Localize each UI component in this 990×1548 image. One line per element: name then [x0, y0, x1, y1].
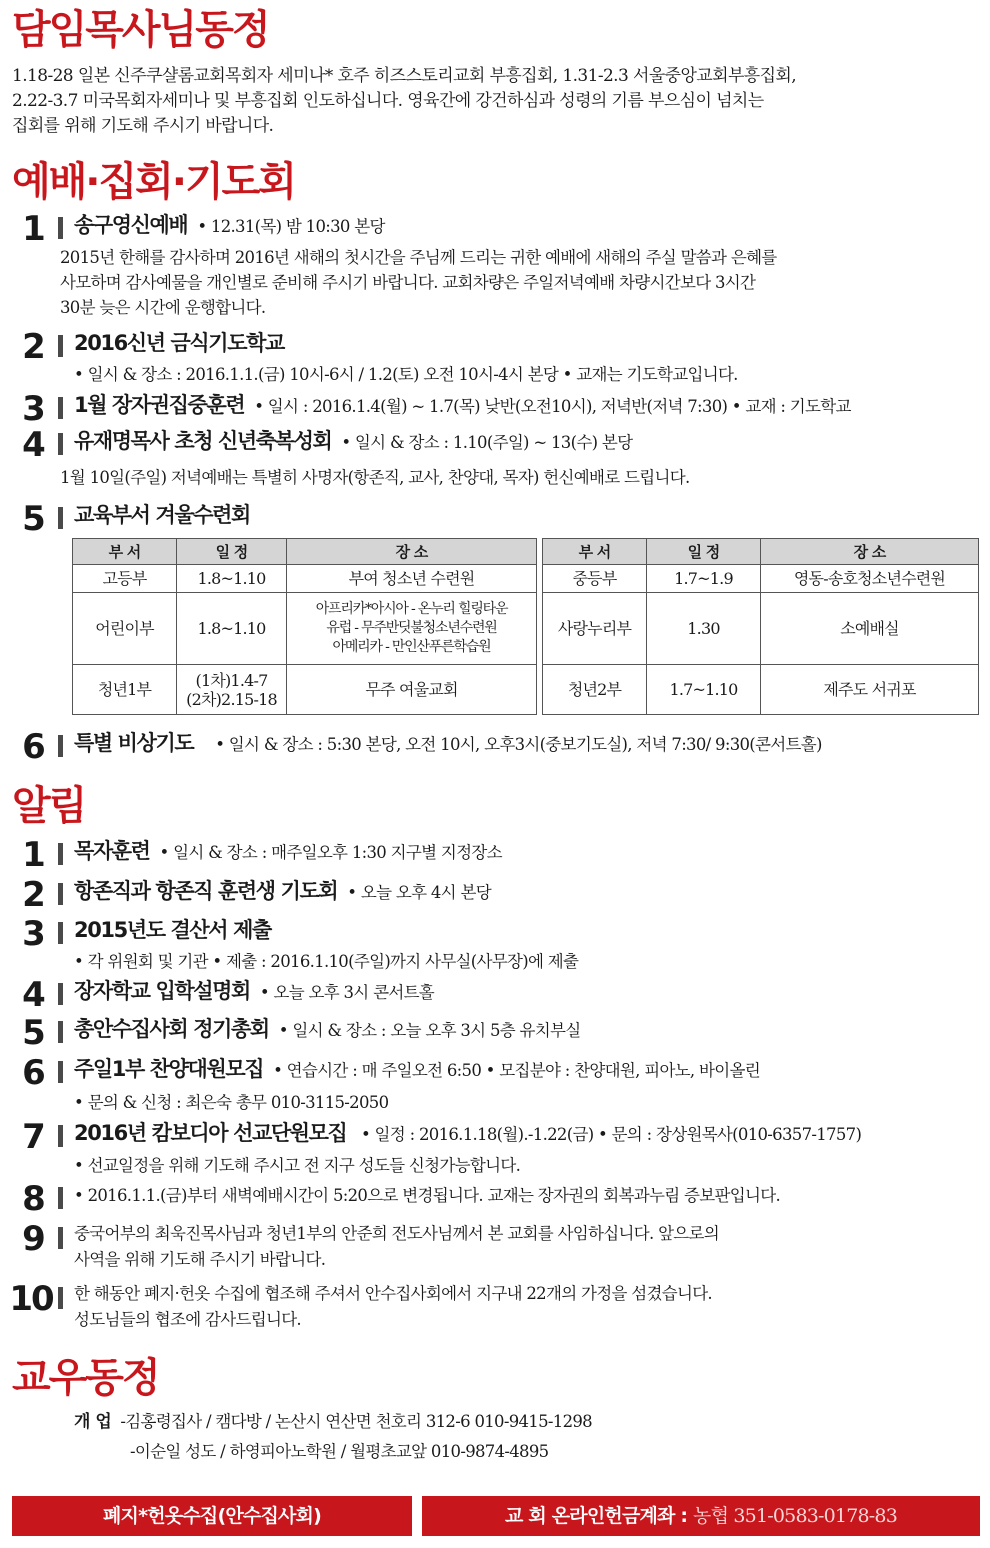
cell-place: 소예배실: [761, 593, 979, 665]
item-title: 목자훈련: [74, 839, 150, 863]
item-heading: [74, 211, 385, 241]
item-number: 7: [22, 1117, 44, 1157]
item-title: 교육부서 겨울수련회: [74, 503, 250, 527]
item-number: 9: [22, 1219, 44, 1259]
item-detail: • 일시 & 장소 : 5:30 본당, 오전 10시, 오후3시(중보기도실), 저녁 7:30/ 9:30(콘서트홀): [215, 735, 822, 754]
item-heading: [74, 916, 271, 946]
place-line: 유럽 - 무주반딧불청소년수련원: [326, 620, 497, 636]
cell-dept: 어린이부: [73, 593, 177, 665]
item-bar: [58, 1061, 63, 1083]
item-number: 1: [22, 209, 44, 249]
cell-dept: 사랑누리부: [543, 593, 647, 665]
cell-dept: 청년1부: [73, 665, 177, 715]
header-dept: 부 서: [73, 539, 177, 565]
item-heading: [74, 877, 491, 907]
item-number: 8: [22, 1179, 44, 1219]
date-line: (2차)2.15-18: [186, 689, 277, 709]
cell-date: 1.8~1.10: [177, 593, 287, 665]
item-number: 1: [22, 835, 44, 875]
members-label: 개 업: [74, 1412, 112, 1432]
cell-place: 부여 청소년 수련원: [287, 565, 537, 593]
pastor-line-2: 2.22-3.7 미국목회자세미나 및 부흥집회 인도하십니다. 영육간에 강건하심과 성령의 기름 부으심이 넘치는: [12, 91, 764, 111]
item-heading: [74, 1055, 760, 1085]
item-heading: [74, 837, 502, 867]
members-line: -이순일 성도 / 하영피아노학원 / 월평초교앞 010-9874-4895: [130, 1442, 549, 1461]
item-title: 2016신년 금식기도학교: [74, 331, 284, 355]
item-heading: [74, 329, 284, 359]
notice-section-title: 알림: [12, 783, 86, 829]
item-detail: • 일시 & 장소 : 오늘 오후 3시 5층 유치부실: [278, 1021, 581, 1040]
item-line: • 문의 & 신청 : 최은숙 총무 010-3115-2050: [74, 1093, 389, 1112]
table-row: [73, 565, 537, 593]
item-detail: • 12.31(목) 밤 10:30 본당: [197, 217, 385, 236]
item-title: 1월 장자권집중훈련: [74, 393, 245, 417]
item-bar: [58, 335, 63, 357]
item-heading: [74, 391, 851, 421]
item-line: 1월 10일(주일) 저녁예배는 특별히 사명자(항존직, 교사, 찬양대, 목자) 헌신예배로 드립니다.: [60, 468, 690, 487]
table-row: [73, 665, 537, 715]
item-title: 2015년도 결산서 제출: [74, 918, 271, 942]
place-line: 아메리카 - 만인산푸른학습원: [332, 639, 491, 655]
header-place: 장 소: [287, 539, 537, 565]
cell-place: 제주도 서귀포: [761, 665, 979, 715]
item-bar: [58, 433, 63, 455]
item-detail: • 일시 : 2016.1.4(월) ~ 1.7(목) 낮반(오전10시), 저녁반(저녁 7:30) • 교재 : 기도학교: [254, 397, 851, 416]
item-title: 주일1부 찬양대원모집: [74, 1057, 264, 1081]
item-bar: [58, 922, 63, 944]
header-dept: 부 서: [543, 539, 647, 565]
footer-account-banner: [422, 1496, 980, 1536]
item-title: 유재명목사 초청 신년축복성회: [74, 429, 332, 453]
members-line: -김홍령집사 / 캠다방 / 논산시 연산면 천호리 312-6 010-9415-1298: [120, 1412, 592, 1431]
item-line: • 일시 & 장소 : 2016.1.1.(금) 10시-6시 / 1.2(토) 오전 10시-4시 본당 • 교재는 기도학교입니다.: [74, 365, 738, 384]
cell-dept: 고등부: [73, 565, 177, 593]
retreat-table-left: [72, 538, 537, 715]
cell-dept: 중등부: [543, 565, 647, 593]
cell-place: [287, 593, 537, 665]
item-line: • 선교일정을 위해 기도해 주시고 전 지구 성도들 신청가능합니다.: [74, 1156, 521, 1175]
item-line: 사모하며 감사예물을 개인별로 준비해 주시기 바랍니다. 교회차량은 주일저녁예배 차량시간보다 3시간: [60, 273, 756, 292]
cell-date: 1.8~1.10: [177, 565, 287, 593]
item-bar: [58, 735, 63, 757]
item-line: • 각 위원회 및 기관 • 제출 : 2016.1.10(주일)까지 사무실(사무장)에 제출: [74, 952, 579, 971]
pastor-line-3: 집회를 위해 기도해 주시기 바랍니다.: [12, 116, 274, 136]
item-heading: [74, 977, 434, 1007]
item-number: 5: [22, 1013, 44, 1053]
table-row: [73, 593, 537, 665]
item-title: 장자학교 입학설명회: [74, 979, 250, 1003]
item-number: 3: [22, 389, 44, 429]
item-detail: • 일정 : 2016.1.18(월).-1.22(금) • 문의 : 장상원목사(010-6357-1757): [356, 1125, 862, 1144]
item-bar: [58, 217, 63, 239]
item-line: 30분 늦은 시간에 운행합니다.: [60, 298, 266, 317]
header-date: 일 정: [177, 539, 287, 565]
cell-date: 1.30: [647, 593, 761, 665]
pastor-line-1: 1.18-28 일본 신주쿠샬롬교회목회자 세미나* 호주 히즈스토리교회 부흥집회, 1.31-2.3 서울중앙교회부흥집회,: [12, 66, 797, 86]
members-entry: [74, 1408, 592, 1436]
table-header-row: [73, 539, 537, 565]
item-title: 송구영신예배: [74, 213, 188, 237]
item-bar: [58, 397, 63, 419]
item-line: 사역을 위해 기도해 주시기 바랍니다.: [74, 1250, 326, 1269]
item-line: • 2016.1.1.(금)부터 새벽예배시간이 5:20으로 변경됩니다. 교재는 장자권의 회복과누림 증보판입니다.: [74, 1186, 780, 1205]
footer-collection-banner: 폐지*헌옷수집(안수집사회): [12, 1496, 412, 1536]
item-detail: • 오늘 오후 3시 콘서트홀: [259, 983, 435, 1002]
item-bar: [58, 1187, 63, 1209]
item-bar: [58, 1021, 63, 1043]
item-detail: • 연습시간 : 매 주일오전 6:50 • 모집분야 : 찬양대원, 피아노, 바이올린: [273, 1061, 760, 1080]
item-number: 4: [22, 425, 44, 465]
table-row: [543, 593, 979, 665]
cell-date: 1.7~1.10: [647, 665, 761, 715]
table-row: [543, 665, 979, 715]
item-title: 2016년 캄보디아 선교단원모집: [74, 1121, 347, 1145]
item-line: 성도님들의 협조에 감사드립니다.: [74, 1310, 301, 1329]
item-bar: [58, 1227, 63, 1249]
item-title: 특별 비상기도: [74, 731, 194, 755]
item-number: 10: [9, 1279, 53, 1319]
item-number: 6: [22, 1053, 44, 1093]
item-heading: [74, 501, 250, 531]
item-detail: • 오늘 오후 4시 본당: [347, 883, 491, 902]
header-place: 장 소: [761, 539, 979, 565]
item-detail: • 일시 & 장소 : 1.10(주일) ~ 13(수) 본당: [341, 433, 633, 452]
item-heading: [74, 427, 632, 457]
item-bar: [58, 507, 63, 529]
members-section-title: 교우동정: [12, 1355, 159, 1401]
item-line: 중국어부의 최욱진목사님과 청년1부의 안준희 전도사님께서 본 교회를 사임하십니다. 앞으로의: [74, 1224, 720, 1243]
item-number: 4: [22, 975, 44, 1015]
item-title: 총안수집사회 정기총회: [74, 1017, 269, 1041]
retreat-table-right: [542, 538, 979, 715]
item-line: 한 해동안 폐지·헌옷 수집에 협조해 주셔서 안수집사회에서 지구내 22개의 가정을 섬겼습니다.: [74, 1284, 712, 1303]
footer-account-label: 교 회 온라인헌금계좌 :: [504, 1505, 694, 1527]
item-title: 항존직과 항존직 훈련생 기도회: [74, 879, 338, 903]
item-bar: [58, 1125, 63, 1147]
header-date: 일 정: [647, 539, 761, 565]
item-number: 5: [22, 499, 44, 539]
cell-date: [177, 665, 287, 715]
footer-account-number: 농협 351-0583-0178-83: [693, 1505, 897, 1527]
item-heading: [74, 1119, 861, 1149]
cell-place: 영동-송호청소년수련원: [761, 565, 979, 593]
cell-place: 무주 여울교회: [287, 665, 537, 715]
date-line: (1차)1.4-7: [195, 670, 268, 690]
item-detail: • 일시 & 장소 : 매주일오후 1:30 지구별 지정장소: [159, 843, 502, 862]
cell-date: 1.7~1.9: [647, 565, 761, 593]
item-bar: [58, 1287, 63, 1309]
item-number: 2: [22, 327, 44, 367]
item-line: 2015년 한해를 감사하며 2016년 새해의 첫시간을 주님께 드리는 귀한 예배에 새해의 주실 말씀과 은혜를: [60, 248, 777, 267]
pastor-section-title: 담임목사님동정: [12, 7, 269, 53]
item-number: 6: [22, 727, 44, 767]
item-heading: [74, 1015, 581, 1045]
item-number: 2: [22, 875, 44, 915]
place-line: 아프리카*아시아 - 온누리 힐링타운: [315, 601, 508, 617]
item-bar: [58, 983, 63, 1005]
table-row: [543, 565, 979, 593]
item-bar: [58, 883, 63, 905]
item-number: 3: [22, 914, 44, 954]
table-header-row: [543, 539, 979, 565]
worship-section-title: 예배·집회·기도회: [12, 159, 295, 205]
item-bar: [58, 843, 63, 865]
item-heading: [74, 729, 822, 759]
cell-dept: 청년2부: [543, 665, 647, 715]
